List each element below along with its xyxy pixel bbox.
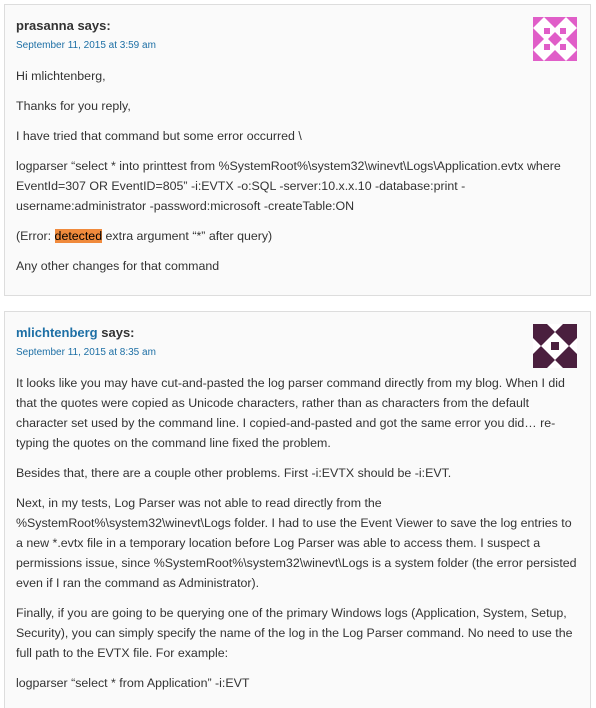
- error-prefix: (Error:: [16, 229, 55, 243]
- avatar: [533, 17, 577, 61]
- comment-date-link[interactable]: September 11, 2015 at 8:35 am: [16, 347, 156, 358]
- comment-paragraph: Hi mlichtenberg,: [16, 69, 106, 83]
- says-label: says:: [101, 325, 135, 340]
- comment-date-link[interactable]: September 11, 2015 at 3:59 am: [16, 40, 156, 51]
- comment-paragraph: Thanks for you reply,: [16, 99, 131, 113]
- comment-author: [16, 325, 135, 340]
- error-line: [16, 226, 578, 246]
- comment-paragraph: Any other changes for that command: [16, 259, 220, 273]
- comment-paragraph: Next, in my tests, Log Parser was not able to read directly from the %SystemRoot%\system32\winevt\Logs folder. I had to use the Event Viewer to save the log entries to a new *.evtx file in a temporary location before Log Parser was able to access them. I suspect a permissions issue, since %SystemRoot%\system32\winevt\Logs is a system folder (the error persisted even if I ran the command as Administrator).: [16, 496, 577, 590]
- comment-paragraph: I have tried that command but some error occurred \: [16, 129, 302, 143]
- comment-mlichtenberg: [4, 311, 591, 708]
- error-suffix: extra argument “*” after query): [102, 229, 273, 243]
- comment-paragraph: Besides that, there are a couple other problems. First -i:EVTX should be -i:EVT.: [16, 466, 452, 480]
- avatar: [533, 324, 577, 368]
- author-name: prasanna: [16, 18, 74, 33]
- comment-prasanna: [4, 4, 591, 296]
- author-link[interactable]: mlichtenberg: [16, 325, 98, 340]
- says-label: says:: [77, 18, 111, 33]
- comment-paragraph: It looks like you may have cut-and-pasted the log parser command directly from my blog. When I did that the quotes were copied as Unicode characters, rather than as characters from the default character set used by the command line. I copied-and-pasted and got the same error you did… re-typing the quotes on the command line fixed the problem.: [16, 376, 565, 450]
- comment-author: [16, 18, 111, 33]
- comment-paragraph: logparser “select * from Application” -i:EVT: [16, 676, 250, 690]
- highlighted-word: detected: [54, 229, 103, 243]
- comment-paragraph: logparser “select * into printtest from %SystemRoot%\system32\winevt\Logs\Application.evtx where EventId=307 OR EventID=805” -i:EVTX -o:SQL -server:10.x.x.10 -database:print -username:administrator -password:microsoft -createTable:ON: [16, 159, 561, 213]
- comment-paragraph: Finally, if you are going to be querying one of the primary Windows logs (Application, System, Setup, Security), you can simply specify the name of the log in the Log Parser command. No need to use the full path to the EVTX file. For example:: [16, 606, 573, 660]
